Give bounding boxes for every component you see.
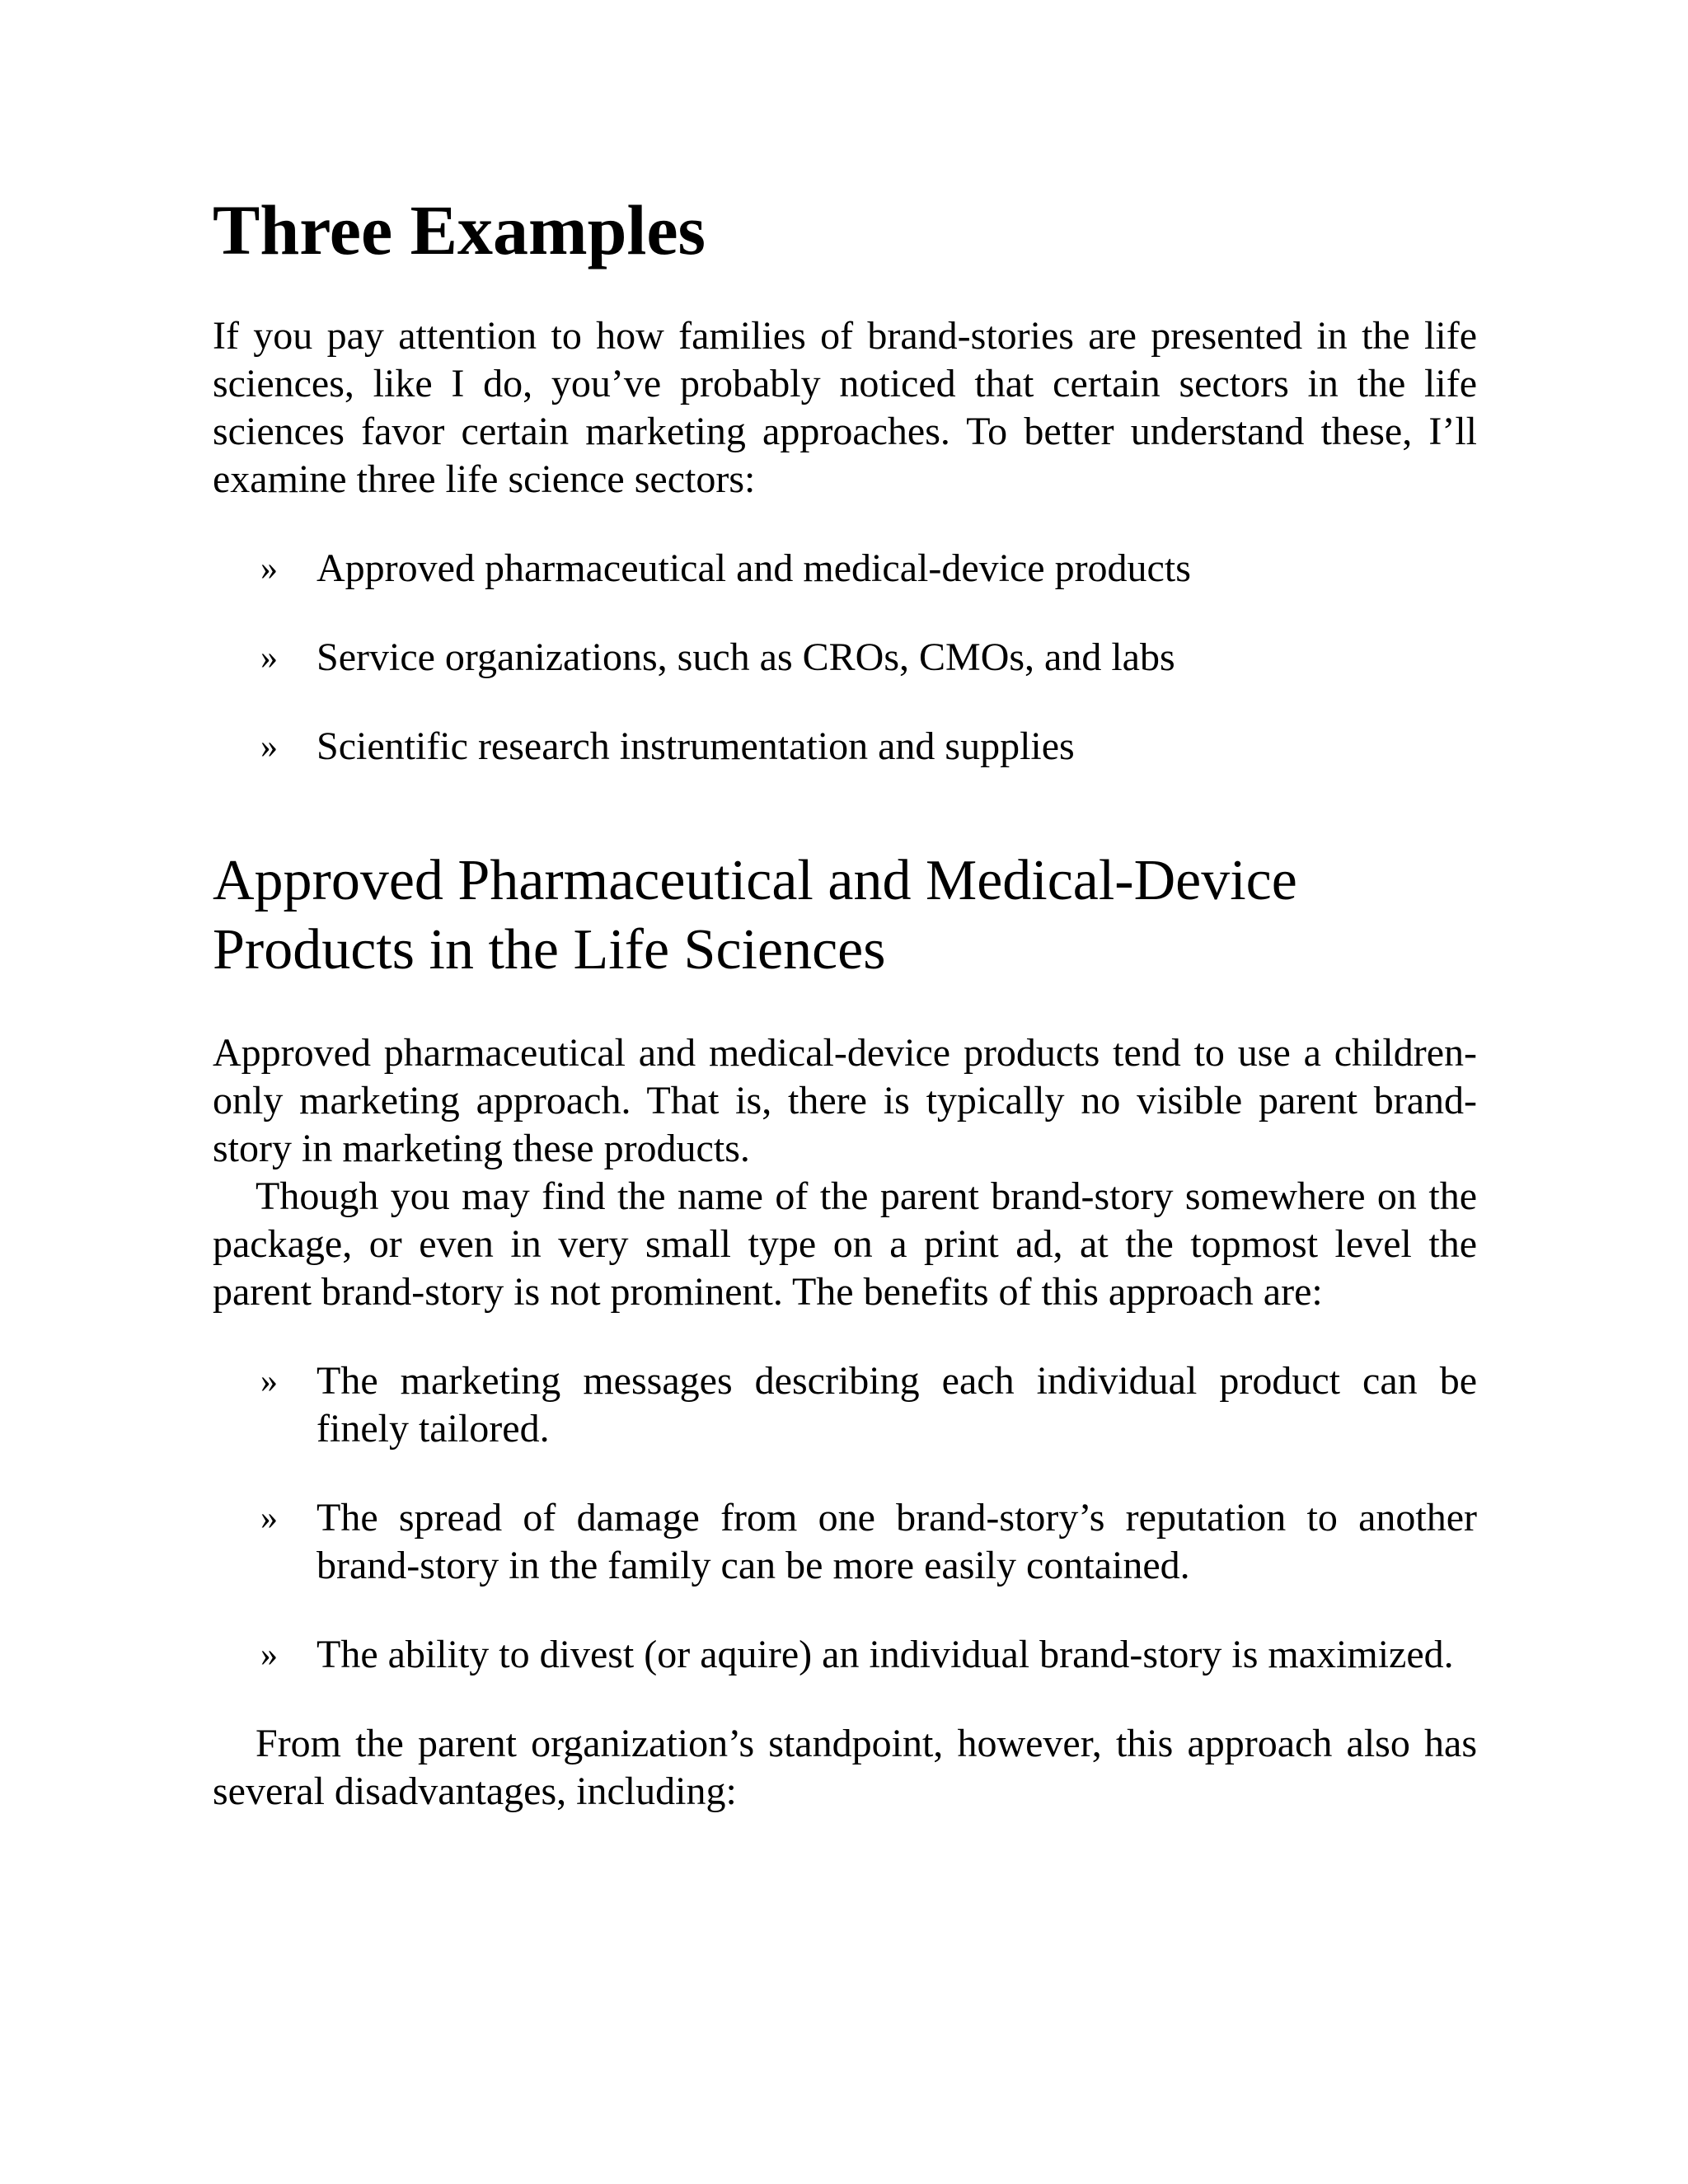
list-item (213, 1357, 1477, 1453)
list-item-text: Service organizations, such as CROs, CMOs, and labs (316, 635, 1175, 679)
bullet-marker: » (260, 549, 278, 588)
sector-list (213, 545, 1477, 771)
body-paragraph: Approved pharmaceutical and medical-device products tend to use a children-only marketing approach. That is, there is typically no visible parent brand-story in marketing these products. (213, 1030, 1477, 1170)
list-item-text: Approved pharmaceutical and medical-device products (316, 546, 1191, 590)
list-item (213, 723, 1477, 771)
list-item-text: The ability to divest (or aquire) an individual brand-story is maximized. (316, 1632, 1454, 1676)
document-page (213, 190, 1477, 1816)
intro-paragraph: If you pay attention to how families of brand-stories are presented in the life sciences, like I do, you’ve probably noticed that certain sectors in the life sciences favor certain marketing approaches. To better understand these, I’ll examine three life science sectors: (213, 313, 1477, 501)
list-item-text: Scientific research instrumentation and supplies (316, 724, 1075, 768)
body-paragraph: From the parent organization’s standpoint, however, this approach also has several disadvantages, including: (213, 1721, 1477, 1813)
bullet-marker: » (260, 1361, 278, 1400)
page-title: Three Examples (213, 190, 706, 269)
benefits-list (213, 1357, 1477, 1679)
bullet-marker: » (260, 1635, 278, 1674)
list-item (213, 545, 1477, 593)
body-paragraph: Though you may find the name of the parent brand-story somewhere on the package, or even in very small type on a print ad, at the topmost level the parent brand-story is not prominent. The benefits of this approach are: (213, 1174, 1477, 1314)
list-item-text: The spread of damage from one brand-story’s reputation to another brand-story in the family can be more easily contained. (316, 1495, 1477, 1587)
list-item (213, 1494, 1477, 1590)
section-heading: Approved Pharmaceutical and Medical-Device Products in the Life Sciences (213, 848, 1297, 982)
list-item-text: The marketing messages describing each individual product can be finely tailored. (316, 1358, 1477, 1451)
list-item (213, 634, 1477, 682)
list-item (213, 1631, 1477, 1679)
bullet-marker: » (260, 638, 278, 677)
bullet-marker: » (260, 1498, 278, 1537)
bullet-marker: » (260, 727, 278, 766)
